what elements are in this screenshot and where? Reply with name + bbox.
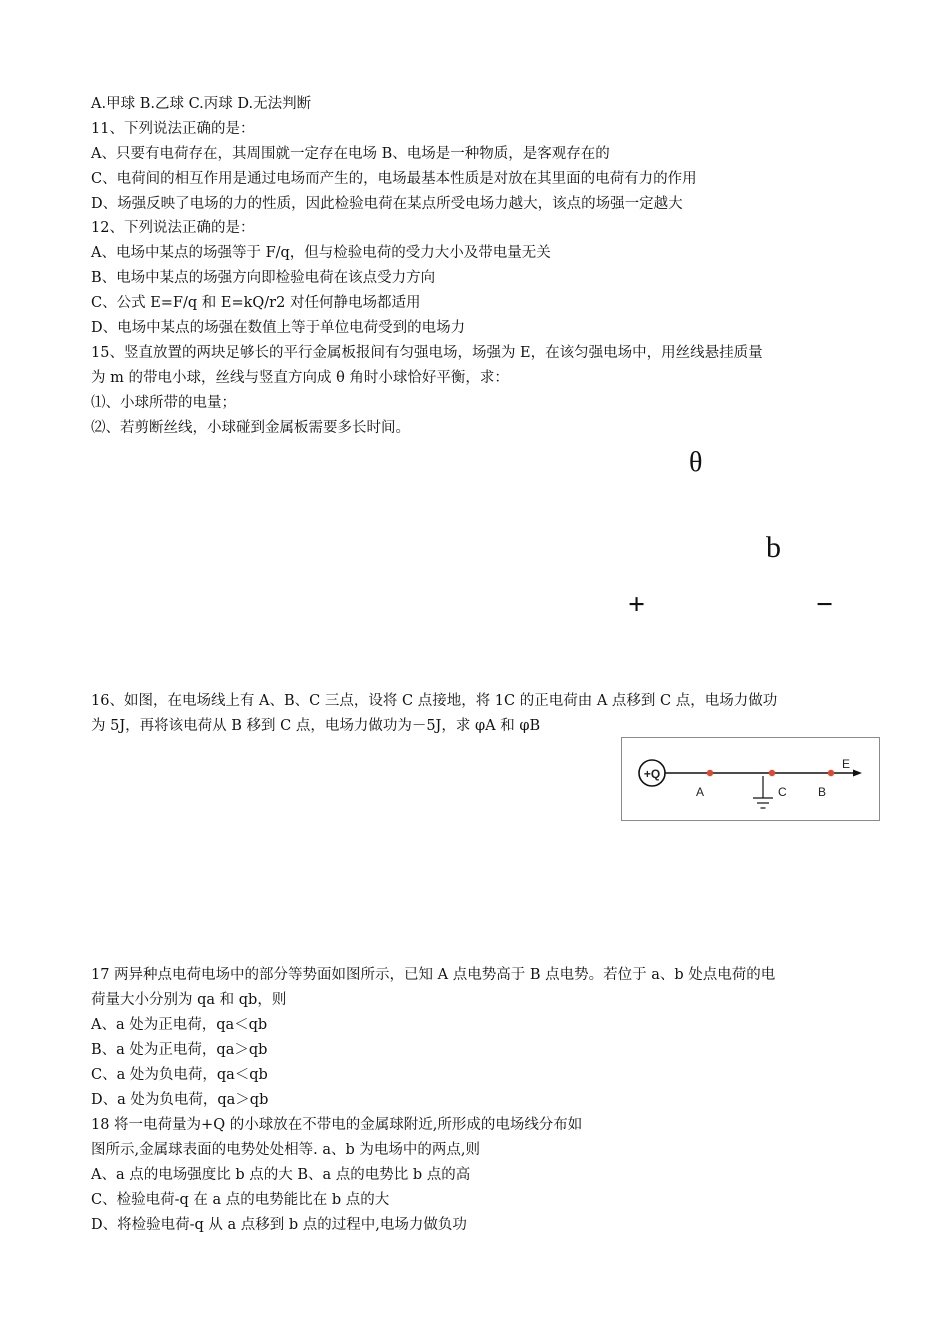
text-line-l11: 15、竖直放置的两块足够长的平行金属板报间有匀强电场，场强为 E，在该匀强电场中，用丝线悬挂质量	[91, 345, 763, 361]
text-line-l03: A、只要有电荷存在，其周围就一定存在电场 B、电场是一种物质，是客观存在的	[91, 146, 610, 162]
text-line-l23: 18 将一电荷量为+Q 的小球放在不带电的金属球附近,所形成的电场线分布如	[91, 1117, 583, 1133]
field-label: E	[842, 757, 851, 771]
text-line-l21: C、a 处为负电荷，qa＜qb	[91, 1067, 268, 1083]
point-a-dot	[707, 770, 713, 776]
text-line-l12: 为 m 的带电小球，丝线与竖直方向成 θ 角时小球恰好平衡，求：	[91, 370, 509, 386]
point-charge-label: +Q	[643, 767, 661, 781]
text-line-l05: D、场强反映了电场的力的性质，因此检验电荷在某点所受电场力越大，该点的场强一定越大	[91, 196, 683, 212]
text-line-l08: B、电场中某点的场强方向即检验电荷在该点受力方向	[91, 270, 436, 286]
text-line-l13: ⑴、小球所带的电量；	[91, 395, 236, 411]
plus-plate-label: +	[628, 588, 646, 621]
text-line-l01: A.甲球 B.乙球 C.丙球 D.无法判断	[91, 96, 312, 112]
point-b-label-fig16: B	[818, 785, 827, 799]
text-line-l10: D、电场中某点的场强在数值上等于单位电荷受到的电场力	[91, 320, 466, 336]
point-c-label: C	[778, 785, 787, 799]
text-line-l02: 11、下列说法正确的是：	[91, 121, 255, 137]
field-line-figure	[621, 737, 880, 821]
text-line-l16: 为 5J，再将该电荷从 B 移到 C 点，电场力做功为－5J，求 φA 和 φB	[91, 718, 541, 734]
theta-label: θ	[689, 447, 703, 478]
text-line-l15: 16、如图，在电场线上有 A、B、C 三点，设将 C 点接地，将 1C 的正电荷由 A 点移到 C 点，电场力做功	[91, 693, 778, 709]
text-line-l19: A、a 处为正电荷，qa＜qb	[91, 1017, 268, 1033]
point-c-dot	[769, 770, 775, 776]
minus-plate-label: −	[816, 588, 834, 621]
text-line-l27: D、将检验电荷-q 从 a 点移到 b 点的过程中,电场力做负功	[91, 1217, 467, 1233]
text-line-l04: C、电荷间的相互作用是通过电场而产生的，电场最基本性质是对放在其里面的电荷有力的作用	[91, 171, 697, 187]
text-line-l14: ⑵、若剪断丝线，小球碰到金属板需要多长时间。	[91, 420, 410, 436]
text-line-l20: B、a 处为正电荷，qa＞qb	[91, 1042, 268, 1058]
point-b-dot	[828, 770, 834, 776]
field-arrow-head	[853, 770, 862, 777]
text-line-l24: 图所示,金属球表面的电势处处相等. a、b 为电场中的两点,则	[91, 1142, 480, 1158]
text-line-l18: 荷量大小分别为 qa 和 qb，则	[91, 992, 287, 1008]
field-line-diagram	[622, 738, 881, 822]
text-line-l09: C、公式 E=F/q 和 E=kQ/r2 对任何静电场都适用	[91, 295, 421, 311]
text-line-l07: A、电场中某点的场强等于 F/q，但与检验电荷的受力大小及带电量无关	[91, 245, 551, 261]
text-line-l06: 12、下列说法正确的是：	[91, 220, 255, 236]
text-line-l22: D、a 处为负电荷，qa＞qb	[91, 1092, 269, 1108]
point-b-label: b	[766, 531, 781, 564]
text-line-l25: A、a 点的电场强度比 b 点的大 B、a 点的电势比 b 点的高	[91, 1167, 471, 1183]
text-line-l17: 17 两异种点电荷电场中的部分等势面如图所示，已知 A 点电势高于 B 点电势。若位于 a、b 处点电荷的电	[91, 967, 776, 983]
text-line-l26: C、检验电荷-q 在 a 点的电势能比在 b 点的大	[91, 1192, 390, 1208]
point-a-label: A	[696, 785, 705, 799]
